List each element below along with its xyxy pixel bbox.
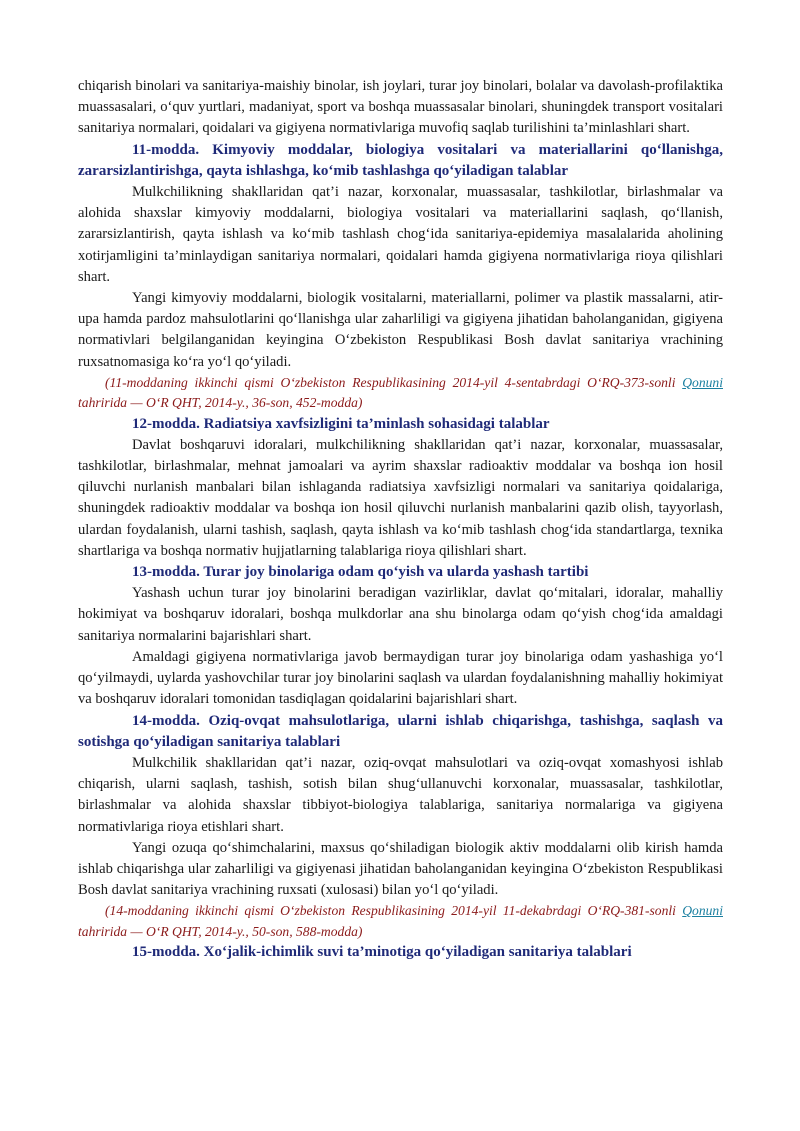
article-14-paragraph-2: Yangi ozuqa qo‘shimchalarini, maxsus qo‘shiladigan biologik aktiv moddalarni olib kirish hamda ishlab chiqarishga ular zaharliligi va gigiyenasi jihatidan baholanganidan keyingina O‘zbekiston Respublikasi Bosh davlat sanitariya vrachining ruxsati (xulosasi) bilan yo‘l qo‘yiladi.	[78, 839, 723, 899]
paragraph-continuation: chiqarish binolari va sanitariya-maishiy binolar, ish joylari, turar joy binolari, bolalar va davolash-profilaktika muassasalari, o‘quv yurtlari, madaniyat, sport va boshqa muassasalar binolari, shuningdek transport vositalari sanitariya normalari, qoidalari va gigiyena normativlariga muvofiq saqlab turilishini ta’minlashlari shart.	[78, 78, 723, 137]
article-11-paragraph-2: Yangi kimyoviy moddalarni, biologik vositalarni, materiallarni, polimer va plastik massalarni, atir-upa hamda pardoz mahsulotlarini qo‘llanishga ular zaharliligi va gigiyena jihatidan baholanganidan, gigiyena normativlari belgilanganidan keyingina O‘zbekiston Respublikasi Bosh davlat sanitariya vrachining ruxsatnomasiga ko‘ra yo‘l qo‘yiladi.	[78, 290, 723, 370]
note-text-end: tahririda — O‘R QHT, 2014-y., 36-son, 452-modda)	[78, 395, 363, 411]
article-12-heading: 12-modda. Radiatsiya xavfsizligini ta’minlash sohasidagi talablar	[132, 415, 550, 432]
article-13-paragraph-1: Yashash uchun turar joy binolarini beradigan vazirliklar, davlat qo‘mitalari, idoralar, mahalliy hokimiyat va boshqaruv idoralari, boshqa mulkdorlar ana shu binolarga odam qo‘yish chog‘ida amaldagi sanitariya normalarini bajarishlari shart.	[78, 585, 723, 644]
article-12-paragraph-1: Davlat boshqaruvi idoralari, mulkchilikning shakllaridan qat’i nazar, korxonalar, muassasalar, tashkilotlar, birlashmalar, mehnat jamoalari va ayrim shaxslar radioaktiv moddalar va boshqa ion hosil qiluvchi nurlanish manbalari bilan ishlaganda radiatsiya xavfsizligi normalari va sanitariya qoidalariga, shuningdek radioaktiv moddalar va boshqa ion hosil qiluvchi nurlanish manbalarini qazib olish, tayyorlash, ulardan foydalanish, ularni tashish, saqlash, qayta ishlash va ko‘mib tashlash chog‘ida standartlarga, texnika shartlariga va boshqa normativ hujjatlarning talablariga rioya qilishlari shart.	[78, 436, 723, 559]
article-11-amendment-note	[78, 373, 723, 414]
article-13-heading: 13-modda. Turar joy binolariga odam qo‘yish va ularda yashash tartibi	[132, 564, 589, 581]
article-13-paragraph-2: Amaldagi gigiyena normativlariga javob bermaydigan turar joy binolariga odam yashashiga yo‘l qo‘yilmaydi, uylarda yashovchilar turar joy binolarini saqlash va ulardan foydalanishning mahalliy hokimiyat va boshqaruv idoralari tomonidan tasdiqlagan qoidalarini bajarishlari shart.	[78, 648, 723, 708]
article-14-amendment-note	[78, 901, 723, 942]
document-page	[78, 76, 723, 963]
article-11-heading: 11-modda. Kimyoviy moddalar, biologiya vositalari va materiallarini qo‘llanishga, zararsizlantirishga, qayta ishlashga, ko‘mib tashlashga qo‘yiladigan talablar	[78, 141, 723, 179]
article-14-heading: 14-modda. Oziq-ovqat mahsulotlariga, ularni ishlab chiqarishga, tashishga, saqlash va sotishga qo‘yiladigan sanitariya talablari	[78, 712, 723, 750]
note-text-end: tahririda — O‘R QHT, 2014-y., 50-son, 588-modda)	[78, 923, 363, 939]
article-15-heading: 15-modda. Xo‘jalik-ichimlik suvi ta’minotiga qo‘yiladigan sanitariya talablari	[132, 944, 632, 961]
note-text-start: (14-moddaning ikkinchi qismi O‘zbekiston Respublikasining 2014-yil 11-dekabrdagi O‘RQ-381-sonli	[105, 903, 683, 919]
article-11-paragraph-1: Mulkchilikning shakllaridan qat’i nazar, korxonalar, muassasalar, tashkilotlar, birlashmalar va alohida shaxslar kimyoviy moddalarni, biologiya vositalari va materiallarini saqlash, qo‘llanish, zararsizlantirish, qayta ishlash va ko‘mib tashlash chog‘ida sanitariya-epidemiya masalalarida aholining xotirjamligini ta’minlaydigan sanitariya normalari, qoidalari hamda gigiyena normativlariga rioya qilishlari shart.	[78, 184, 723, 285]
law-link[interactable]: Qonuni	[682, 903, 723, 919]
article-14-paragraph-1: Mulkchilik shakllaridan qat’i nazar, oziq-ovqat mahsulotlari va oziq-ovqat xomashyosi ishlab chiqarish, ularni saqlash, tashish, sotish bilan shug‘ullanuvchi korxonalar, muassasalar, tashkilotlar, birlashmalar va alohida shaxslar tibbiyot-biologiya talablariga, sanitariya normalariga va gigiyena normativlariga rioya etishlari shart.	[78, 754, 723, 835]
note-text-start: (11-moddaning ikkinchi qismi O‘zbekiston Respublikasining 2014-yil 4-sentabrdagi O‘RQ-373-sonli	[105, 374, 683, 390]
law-link[interactable]: Qonuni	[682, 374, 723, 390]
